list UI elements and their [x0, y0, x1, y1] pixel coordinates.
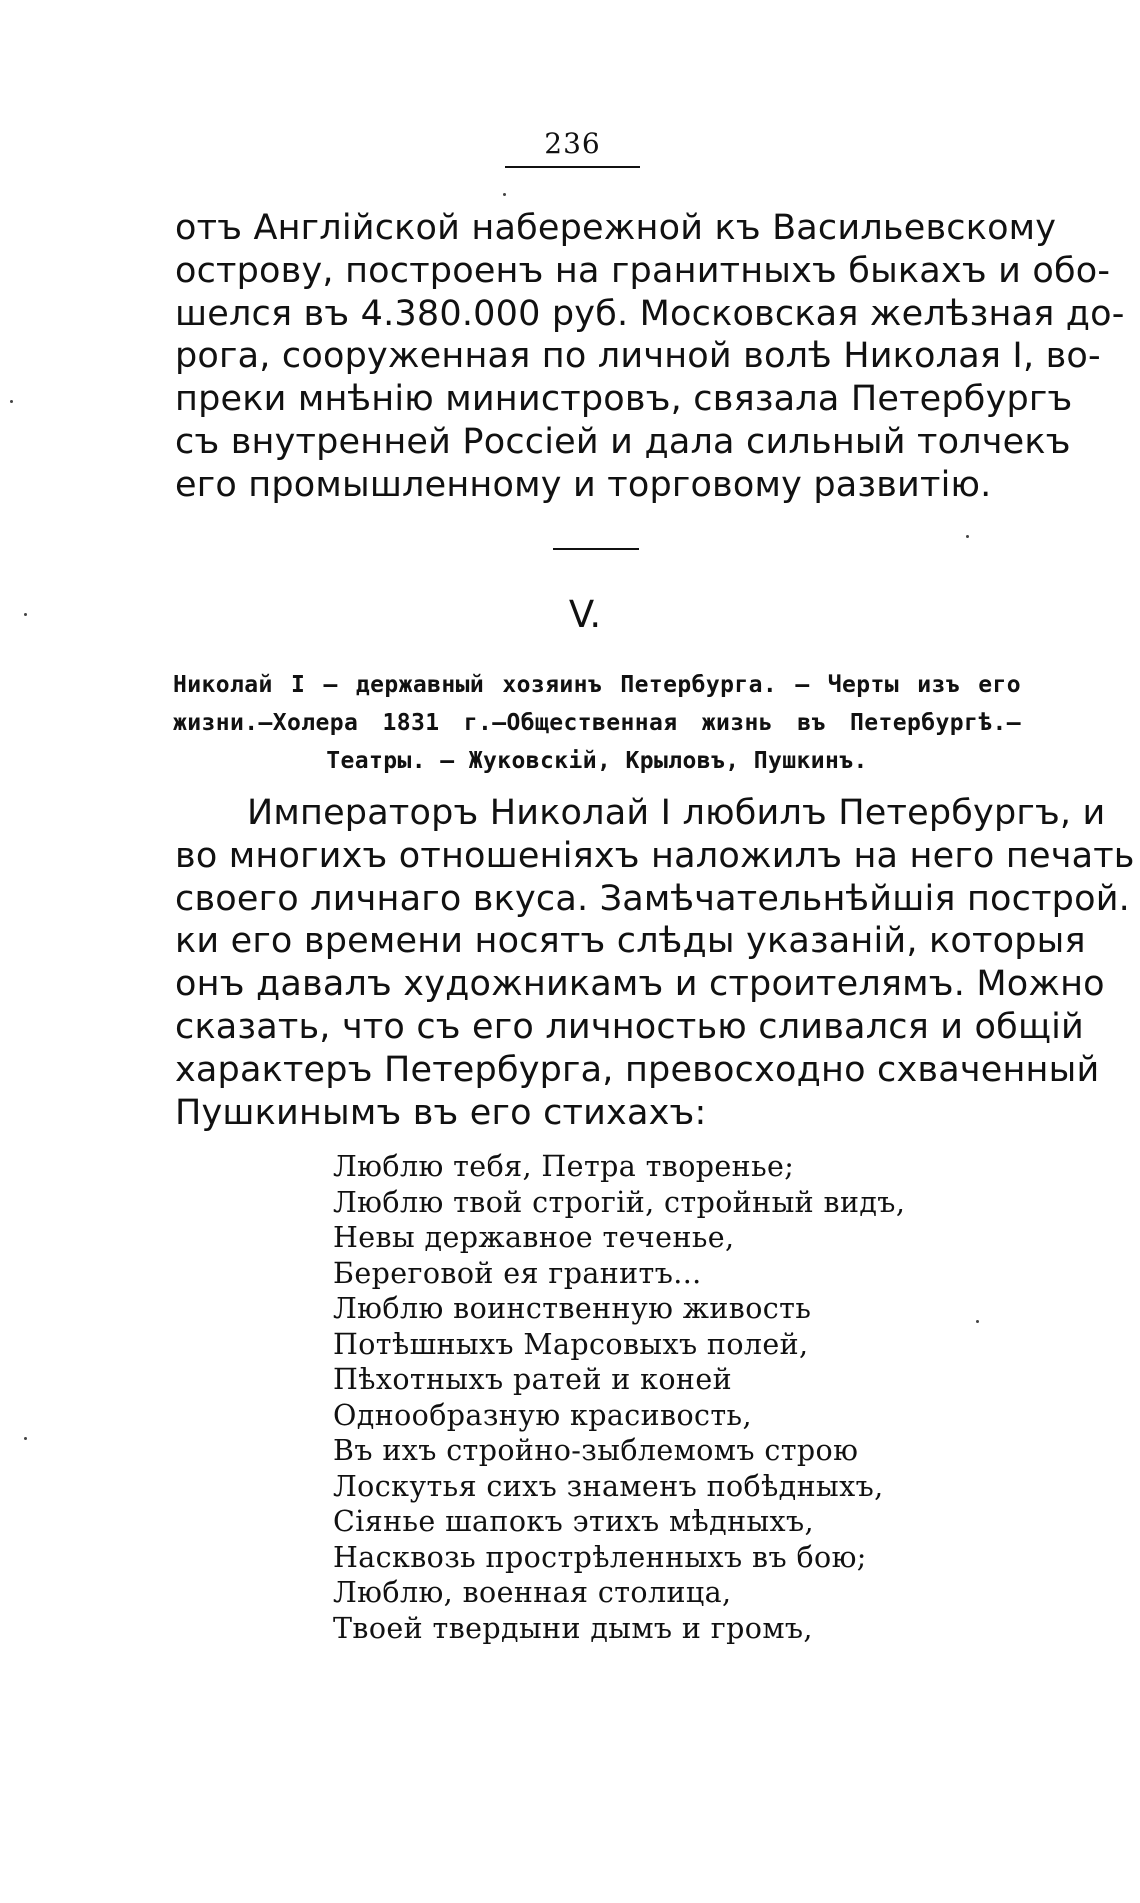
- page-number: 236: [544, 127, 601, 160]
- poem-line: Люблю твой строгій, стройный видъ,: [333, 1185, 906, 1219]
- scan-speck: [503, 193, 506, 196]
- text-line: Пушкинымъ въ его стихахъ:: [175, 1092, 707, 1133]
- section-number: V.: [568, 593, 602, 636]
- text-line: острову, построенъ на гранитныхъ быкахъ и обо-: [175, 250, 1111, 291]
- poem-line: Люблю тебя, Петра творенье;: [333, 1150, 795, 1183]
- scan-speck: [966, 535, 969, 538]
- text-line: онъ давалъ художникамъ и строителямъ. Можно: [175, 964, 1105, 1005]
- poem-line: Береговой ея гранитъ...: [333, 1256, 702, 1290]
- text-line: съ внутренней Россіей и дала сильный толчекъ: [175, 421, 1071, 462]
- scan-speck: [24, 1437, 27, 1440]
- poem-line: Сіянье шапокъ этихъ мѣдныхъ,: [333, 1505, 815, 1538]
- section-divider: [553, 548, 639, 550]
- poem-line: Твоей твердыни дымъ и громъ,: [333, 1611, 813, 1645]
- poem-line: Насквозь прострѣленныхъ въ бою;: [333, 1540, 867, 1574]
- paragraph-body: [175, 792, 1135, 1134]
- summary-line: жизни.—Холера 1831 г.—Общественная жизнь въ Петербургѣ.—: [173, 710, 1021, 736]
- poem-line: Люблю воинственную живость: [333, 1292, 812, 1325]
- page-number-rule: [505, 166, 640, 168]
- text-line: отъ Англійской набережной къ Васильевскому: [175, 208, 1057, 248]
- chapter-summary: [173, 666, 1021, 780]
- poem-line: Лоскутья сихъ знаменъ побѣдныхъ,: [333, 1469, 884, 1503]
- poem-line: Однообразную красивость,: [333, 1398, 752, 1432]
- text-line: во многихъ отношеніяхъ наложилъ на него печать: [175, 835, 1135, 876]
- poem-line: Люблю, военная столица,: [333, 1576, 732, 1609]
- summary-line: Николай I — державный хозяинъ Петербурга. — Черты изъ его: [173, 672, 1021, 698]
- scan-speck: [24, 613, 27, 616]
- text-line: характеръ Петербурга, превосходно схваченный: [175, 1049, 1100, 1090]
- text-line: своего личнаго вкуса. Замѣчательнѣйшія построй.: [175, 878, 1130, 919]
- poem-quote: [333, 1149, 906, 1646]
- scan-speck: [10, 400, 13, 403]
- text-line: сказать, что съ его личностью сливался и общій: [175, 1006, 1084, 1047]
- poem-line: Пѣхотныхъ ратей и коней: [333, 1363, 732, 1396]
- text-line: преки мнѣнію министровъ, связала Петербургъ: [175, 379, 1073, 420]
- text-line: ки его времени носятъ слѣды указаній, которыя: [175, 921, 1086, 962]
- poem-line: Въ ихъ стройно-зыблемомъ строю: [333, 1434, 859, 1467]
- text-line: Императоръ Николай I любилъ Петербургъ, и: [247, 793, 1106, 833]
- scan-speck: [976, 1320, 979, 1323]
- paragraph-continued: [175, 207, 1125, 507]
- summary-line: Театры. — Жуковскій, Крыловъ, Пушкинъ.: [326, 748, 868, 774]
- poem-line: Невы державное теченье,: [333, 1221, 735, 1254]
- poem-line: Потѣшныхъ Марсовыхъ полей,: [333, 1327, 809, 1361]
- text-line: его промышленному и торговому развитію.: [175, 464, 992, 505]
- text-line: шелся въ 4.380.000 руб. Московская желѣзная до-: [175, 293, 1125, 334]
- text-line: рога, сооруженная по личной волѣ Николая I, во-: [175, 336, 1101, 377]
